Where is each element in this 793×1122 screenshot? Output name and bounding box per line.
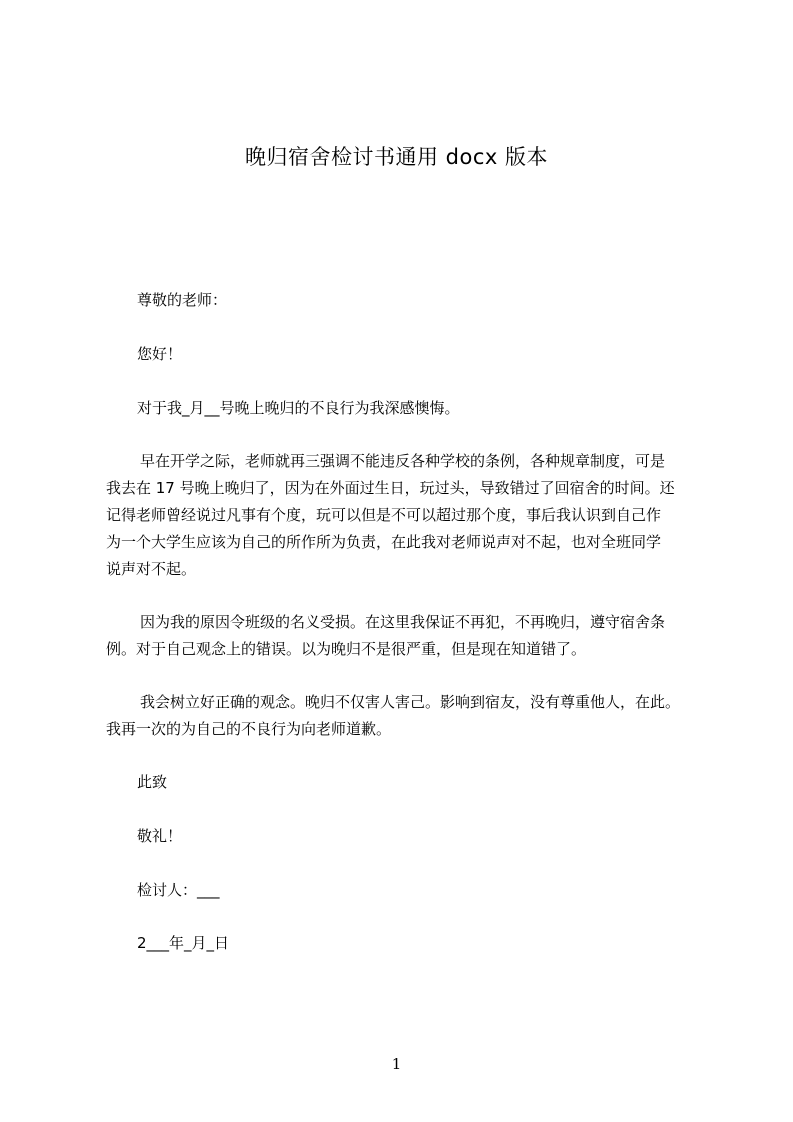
paragraph1-line: 早在开学之际，老师就再三强调不能违反各种学校的条例，各种规章制度，可是 bbox=[140, 452, 666, 470]
paragraph1-line: 说声对不起。 bbox=[106, 560, 197, 578]
closing-line: 敬礼！ bbox=[137, 827, 183, 845]
closing-line: 此致 bbox=[137, 773, 168, 791]
paragraph2-line: 例。对于自己观念上的错误。以为晚归不是很严重，但是现在知道错了。 bbox=[106, 640, 587, 658]
paragraph2-line: 因为我的原因令班级的名义受损。在这里我保证不再犯，不再晚归，遵守宿舍条 bbox=[140, 613, 666, 631]
paragraph1-line: 记得老师曾经说过凡事有个度，玩可以但是不可以超过那个度，事后我认识到自己作 bbox=[106, 506, 662, 524]
paragraph3-line: 我再一次的为自己的不良行为向老师道歉。 bbox=[106, 720, 392, 738]
date-line: 2___年_月_日 bbox=[137, 934, 230, 952]
paragraph3-line: 我会树立好正确的观念。晚归不仅害人害己。影响到宿友，没有尊重他人，在此。 bbox=[140, 693, 681, 711]
signature-line: 检讨人：___ bbox=[137, 881, 220, 899]
paragraph1-line: 为一个大学生应该为自己的所作所为负责，在此我对老师说声对不起，也对全班同学 bbox=[106, 533, 662, 551]
paragraph1-line: 我去在 17 号晚上晚归了，因为在外面过生日，玩过头，导致错过了回宿舍的时间。还 bbox=[106, 479, 675, 497]
document-title: 晚归宿舍检讨书通用 docx 版本 bbox=[244, 145, 548, 169]
salutation: 尊敬的老师： bbox=[137, 291, 228, 309]
greeting: 您好！ bbox=[137, 345, 183, 363]
page-number: 1 bbox=[391, 1055, 402, 1073]
intro-line: 对于我_月__号晚上晚归的不良行为我深感懊悔。 bbox=[137, 399, 460, 417]
